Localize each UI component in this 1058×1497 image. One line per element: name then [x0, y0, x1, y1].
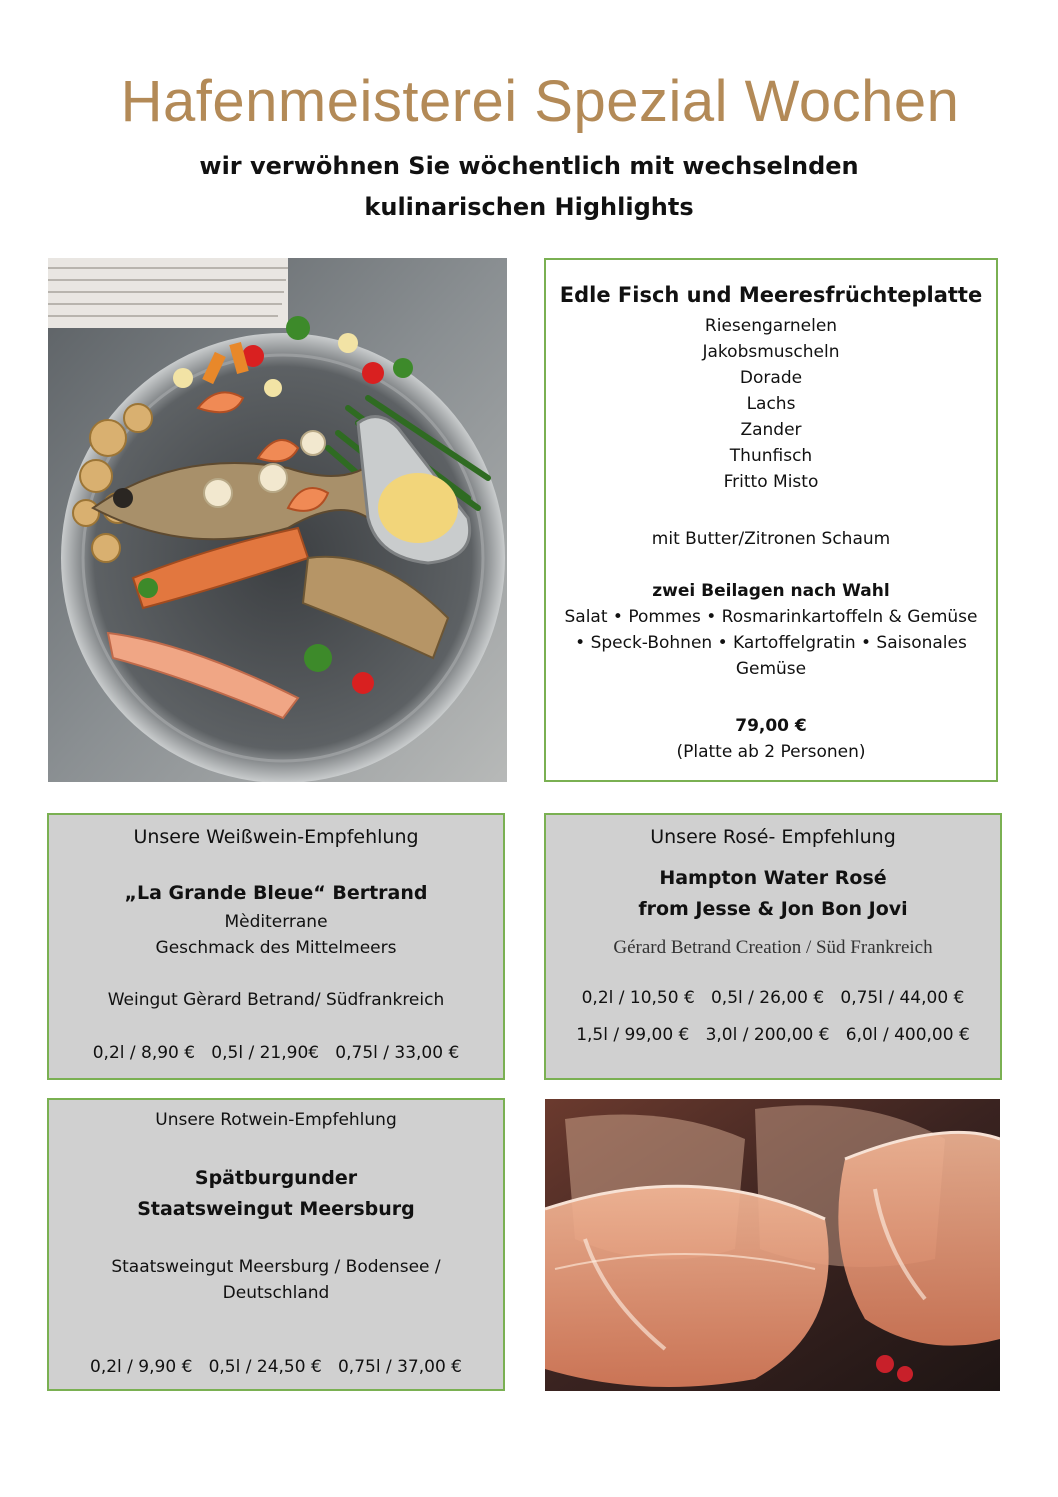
- fish-platter-photo: [48, 258, 507, 782]
- red-wine-name: Staatsweingut Meersburg: [137, 1198, 415, 1220]
- fish-item: Zander: [740, 420, 802, 440]
- fish-item: Jakobsmuscheln: [702, 342, 840, 362]
- fish-platter-illustration: [48, 258, 507, 782]
- rose-wine-box: [544, 813, 1002, 1080]
- fish-platter-sauce: mit Butter/Zitronen Schaum: [651, 529, 891, 549]
- white-wine-winery: Weingut Gèrard Betrand/ Südfrankreich: [107, 990, 445, 1010]
- page-title: Hafenmeisterei Spezial Wochen: [120, 69, 960, 134]
- rose-wine-heading: Unsere Rosé- Empfehlung: [650, 826, 896, 848]
- page-subtitle: [0, 146, 1058, 228]
- red-wine-heading: Unsere Rotwein-Empfehlung: [155, 1110, 397, 1130]
- fish-item: Dorade: [739, 368, 803, 388]
- white-wine-line: Geschmack des Mittelmeers: [155, 938, 397, 958]
- subtitle-line-2: kulinarischen Highlights: [364, 193, 694, 221]
- red-wine-box: [47, 1098, 505, 1391]
- red-wine-origin: Staatsweingut Meersburg / Bodensee /: [111, 1257, 441, 1277]
- white-wine-prices: 0,2l / 8,90 € 0,5l / 21,90€ 0,75l / 33,00 €: [92, 1043, 460, 1063]
- fish-item: Lachs: [746, 394, 796, 414]
- fish-platter-price: 79,00 €: [735, 716, 807, 736]
- fish-platter-sides-heading: zwei Beilagen nach Wahl: [652, 581, 890, 601]
- fish-platter-title: Edle Fisch und Meeresfrüchteplatte: [559, 283, 983, 307]
- fish-item: Riesengarnelen: [704, 316, 838, 336]
- subtitle-line-1: wir verwöhnen Sie wöchentlich mit wechselnden: [199, 152, 859, 180]
- white-wine-box: [47, 813, 505, 1080]
- rose-wine-prices: 0,2l / 10,50 € 0,5l / 26,00 € 0,75l / 44,00 €: [581, 988, 965, 1008]
- rose-glasses-photo: [545, 1099, 1000, 1391]
- rose-wine-prices: 1,5l / 99,00 € 3,0l / 200,00 € 6,0l / 400,00 €: [576, 1025, 970, 1045]
- rose-wine-origin: Gérard Betrand Creation / Süd Frankreich: [613, 937, 933, 958]
- rose-glasses-illustration: [545, 1099, 1000, 1391]
- rose-wine-name: from Jesse & Jon Bon Jovi: [638, 898, 908, 920]
- fish-item: Thunfisch: [729, 446, 813, 466]
- white-wine-heading: Unsere Weißwein-Empfehlung: [133, 826, 419, 848]
- fish-platter-sides-line: Gemüse: [735, 659, 807, 679]
- white-wine-line: Mèditerrane: [224, 912, 328, 932]
- red-wine-name: Spätburgunder: [194, 1167, 358, 1189]
- fish-platter-price-note: (Platte ab 2 Personen): [676, 742, 866, 762]
- rose-wine-name: Hampton Water Rosé: [659, 867, 887, 889]
- fish-item: Fritto Misto: [723, 472, 819, 492]
- fish-platter-sides-line: Salat • Pommes • Rosmarinkartoffeln & Gemüse: [564, 607, 978, 627]
- white-wine-name: „La Grande Bleue“ Bertrand: [124, 882, 428, 904]
- red-wine-origin: Deutschland: [222, 1283, 330, 1303]
- red-wine-prices: 0,2l / 9,90 € 0,5l / 24,50 € 0,75l / 37,00 €: [90, 1357, 462, 1377]
- fish-platter-box: [544, 258, 998, 782]
- fish-platter-sides-line: • Speck-Bohnen • Kartoffelgratin • Saisonales: [575, 633, 967, 653]
